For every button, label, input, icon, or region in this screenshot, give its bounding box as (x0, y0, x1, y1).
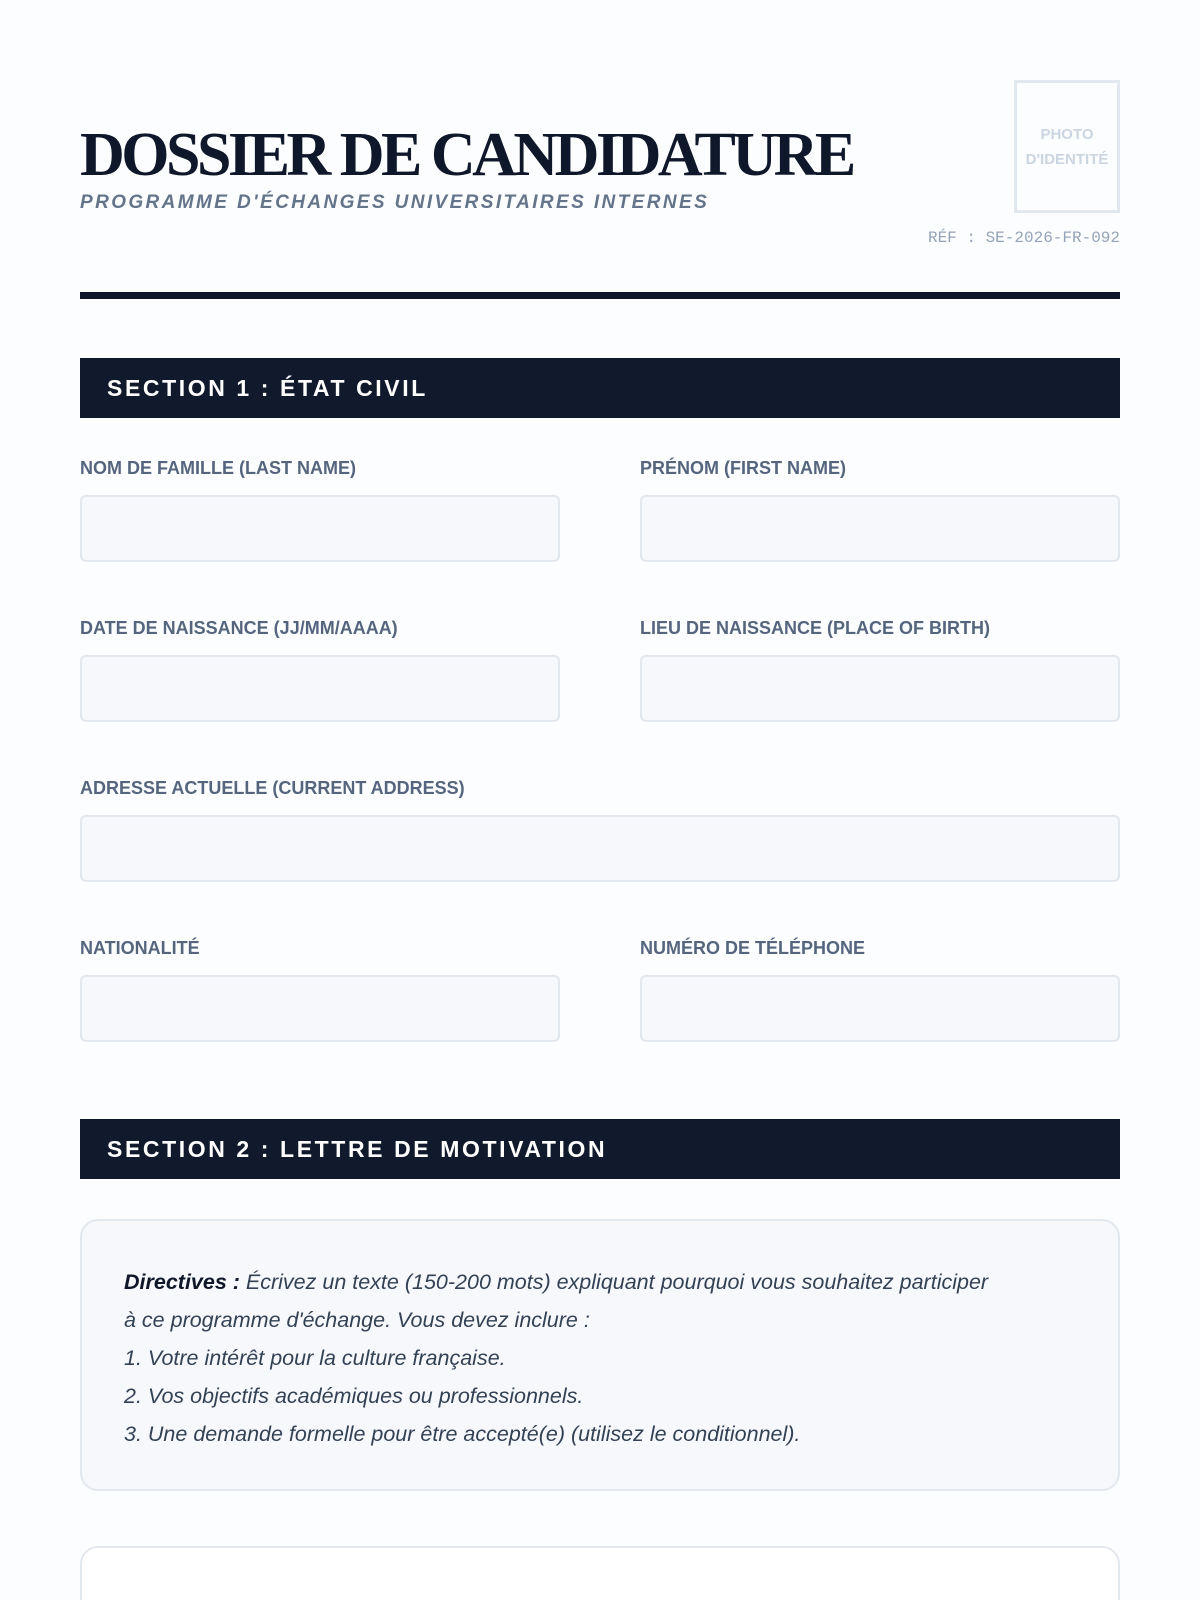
motivation-letter-textarea[interactable] (80, 1546, 1120, 1600)
directives-line-1 (124, 1263, 1078, 1301)
directives-label: Directives : (124, 1270, 240, 1294)
nationality-input[interactable] (80, 975, 560, 1042)
birth-date-label: DATE DE NAISSANCE (JJ/MM/AAAA) (80, 618, 398, 638)
phone-label: NUMÉRO DE TÉLÉPHONE (640, 938, 866, 958)
header-divider (80, 292, 1120, 299)
address-input[interactable] (80, 815, 1120, 882)
section-2-header: SECTION 2 : LETTRE DE MOTIVATION (80, 1119, 1120, 1179)
last-name-label: NOM DE FAMILLE (LAST NAME) (80, 458, 356, 478)
nationality-label: NATIONALITÉ (80, 938, 200, 958)
photo-placeholder (1014, 80, 1120, 213)
address-label: ADRESSE ACTUELLE (CURRENT ADDRESS) (80, 778, 465, 798)
section-1-header: SECTION 1 : ÉTAT CIVIL (80, 358, 1120, 418)
directives-item-1: 1. Votre intérêt pour la culture française. (124, 1346, 506, 1370)
application-form (80, 0, 1120, 1600)
reference-number: RÉF : SE-2026-FR-092 (927, 229, 1120, 247)
directives-text-1: Écrivez un texte (150-200 mots) expliquant pourquoi vous souhaitez participer (245, 1270, 989, 1294)
page-title: DOSSIER DE CANDIDATURE (80, 121, 853, 189)
first-name-label: PRÉNOM (FIRST NAME) (640, 458, 846, 478)
phone-input[interactable] (640, 975, 1120, 1042)
photo-label-line2: D'IDENTITÉ (1025, 150, 1109, 168)
birth-place-input[interactable] (640, 655, 1120, 722)
directives-box (80, 1219, 1120, 1491)
birth-place-label: LIEU DE NAISSANCE (PLACE OF BIRTH) (640, 618, 991, 638)
directives-item-3: 3. Une demande formelle pour être accepté(e) (utilisez le conditionnel). (124, 1422, 801, 1446)
first-name-input[interactable] (640, 495, 1120, 562)
directives-item-2: 2. Vos objectifs académiques ou professionnels. (124, 1384, 584, 1408)
birth-date-input[interactable] (80, 655, 560, 722)
photo-label-line1: PHOTO (1040, 125, 1094, 143)
directives-line-2: à ce programme d'échange. Vous devez inclure : (124, 1308, 590, 1332)
page-subtitle: PROGRAMME D'ÉCHANGES UNIVERSITAIRES INTERNES (80, 192, 710, 213)
last-name-input[interactable] (80, 495, 560, 562)
